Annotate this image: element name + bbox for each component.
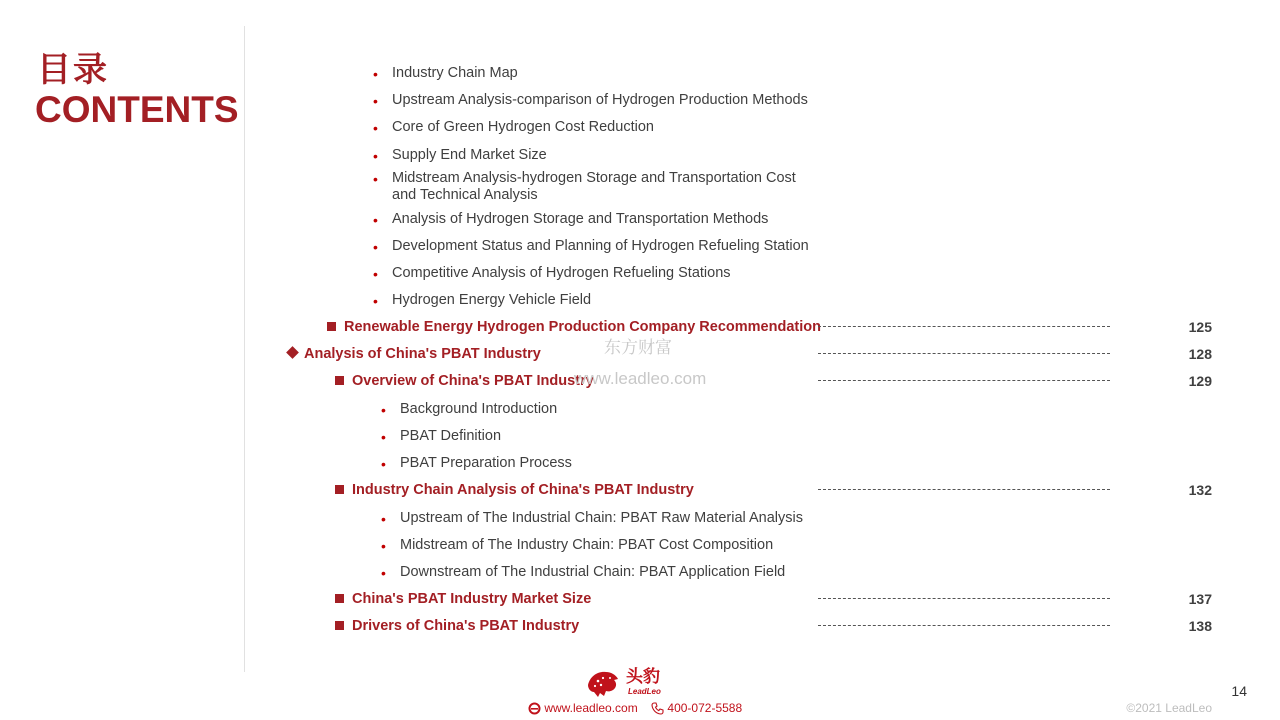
square-bullet-icon (335, 621, 344, 630)
toc-bullet-item[interactable] (0, 237, 1280, 259)
bullet-dot-icon: • (373, 148, 378, 164)
leadleo-logo (586, 667, 666, 701)
toc-bullet-label: Downstream of The Industrial Chain: PBAT Application Field (400, 564, 786, 580)
toc-bullet-label: Supply End Market Size (392, 147, 547, 163)
bullet-dot-icon: • (381, 565, 386, 581)
toc-page-number: 129 (1188, 373, 1212, 389)
square-bullet-icon (335, 376, 344, 385)
toc-bullet-item[interactable] (0, 146, 1280, 168)
toc-subsection-market[interactable] (0, 590, 1280, 612)
toc-bullet-item[interactable] (0, 118, 1280, 140)
toc-bullet-label: Industry Chain Map (392, 65, 518, 81)
toc-bullet-item[interactable] (0, 64, 1280, 86)
toc-bullet-label: Upstream Analysis-comparison of Hydrogen Production Methods (392, 92, 808, 108)
toc-page-number: 128 (1188, 346, 1212, 362)
toc-subsection-chain[interactable] (0, 481, 1280, 503)
toc-bullet-item[interactable] (0, 509, 1280, 531)
bullet-dot-icon: • (373, 266, 378, 282)
dotted-leader (818, 380, 1110, 381)
watermark-cn: 东方财富 (604, 338, 672, 358)
toc-page-number: 137 (1188, 591, 1212, 607)
toc-bullet-item[interactable] (0, 291, 1280, 313)
copyright-text: ©2021 LeadLeo (1126, 701, 1212, 715)
toc-bullet-label: PBAT Definition (400, 428, 502, 444)
footer-website-link[interactable]: www.leadleo.com (544, 701, 638, 715)
watermark-url: www.leadleo.com (574, 369, 707, 388)
toc-bullet-item[interactable] (0, 169, 1280, 209)
toc-bullet-label: PBAT Preparation Process (400, 455, 572, 471)
toc-bullet-label: Midstream Analysis-hydrogen Storage and Transportation Cost (392, 170, 796, 186)
contents-title-en: CONTENTS (35, 89, 239, 130)
bullet-dot-icon: • (373, 66, 378, 82)
toc-page-number: 132 (1188, 482, 1212, 498)
toc-bullet-label: Analysis of Hydrogen Storage and Transportation Methods (392, 211, 769, 227)
dotted-leader (818, 489, 1110, 490)
toc-bullet-label: Development Status and Planning of Hydrogen Refueling Station (392, 238, 809, 254)
logo-text-cn: 头豹 (626, 667, 660, 687)
toc-subsection-label: China's PBAT Industry Market Size (352, 591, 592, 607)
dotted-leader (818, 598, 1110, 599)
toc-bullet-label: Competitive Analysis of Hydrogen Refueling Stations (392, 265, 731, 281)
toc-bullet-item[interactable] (0, 563, 1280, 585)
toc-subsection-label: Industry Chain Analysis of China's PBAT Industry (352, 482, 694, 498)
square-bullet-icon (335, 594, 344, 603)
toc-bullet-item[interactable] (0, 91, 1280, 113)
bullet-dot-icon: • (373, 93, 378, 109)
toc-bullet-label: Core of Green Hydrogen Cost Reduction (392, 119, 654, 135)
toc-page-number: 138 (1188, 618, 1212, 634)
toc-subsection-drivers[interactable] (0, 617, 1280, 639)
bullet-dot-icon: • (381, 402, 386, 418)
diamond-bullet-icon (286, 346, 299, 359)
page-number: 14 (1231, 683, 1247, 699)
dotted-leader (818, 353, 1110, 354)
bullet-dot-icon: • (373, 171, 378, 187)
toc-section-label: Analysis of China's PBAT Industry (304, 346, 541, 362)
browser-icon (528, 702, 541, 715)
leopard-logo-icon (586, 667, 620, 699)
toc-bullet-item[interactable] (0, 264, 1280, 286)
toc-subsection-label: Overview of China's PBAT Industry (352, 373, 594, 389)
footer-contact (528, 700, 742, 716)
square-bullet-icon (327, 322, 336, 331)
toc-bullet-item[interactable] (0, 427, 1280, 449)
footer-phone: 400-072-5588 (667, 701, 743, 715)
phone-icon (651, 702, 664, 715)
bullet-dot-icon: • (381, 456, 386, 472)
dotted-leader (818, 625, 1110, 626)
toc-subsection-label: Drivers of China's PBAT Industry (352, 618, 580, 634)
toc-bullet-item[interactable] (0, 536, 1280, 558)
toc-bullet-item[interactable] (0, 454, 1280, 476)
toc-bullet-item[interactable] (0, 210, 1280, 232)
toc-bullet-label: Background Introduction (400, 401, 558, 417)
bullet-dot-icon: • (381, 511, 386, 527)
toc-bullet-label-cont: and Technical Analysis (392, 187, 538, 203)
toc-page-number: 125 (1188, 319, 1212, 335)
toc-subsection-label: Renewable Energy Hydrogen Production Company Recommendation (344, 319, 821, 335)
bullet-dot-icon: • (373, 120, 378, 136)
toc-bullet-label: Upstream of The Industrial Chain: PBAT Raw Material Analysis (400, 510, 803, 526)
toc-bullet-label: Hydrogen Energy Vehicle Field (392, 292, 592, 308)
toc-bullet-item[interactable] (0, 400, 1280, 422)
bullet-dot-icon: • (373, 212, 378, 228)
logo-text-en: LeadLeo (628, 687, 661, 696)
bullet-dot-icon: • (373, 239, 378, 255)
contents-title-cn: 目录 (37, 50, 109, 90)
bullet-dot-icon: • (373, 293, 378, 309)
bullet-dot-icon: • (381, 538, 386, 554)
dotted-leader (818, 326, 1110, 327)
square-bullet-icon (335, 485, 344, 494)
toc-bullet-label: Midstream of The Industry Chain: PBAT Cost Composition (400, 537, 774, 553)
bullet-dot-icon: • (381, 429, 386, 445)
